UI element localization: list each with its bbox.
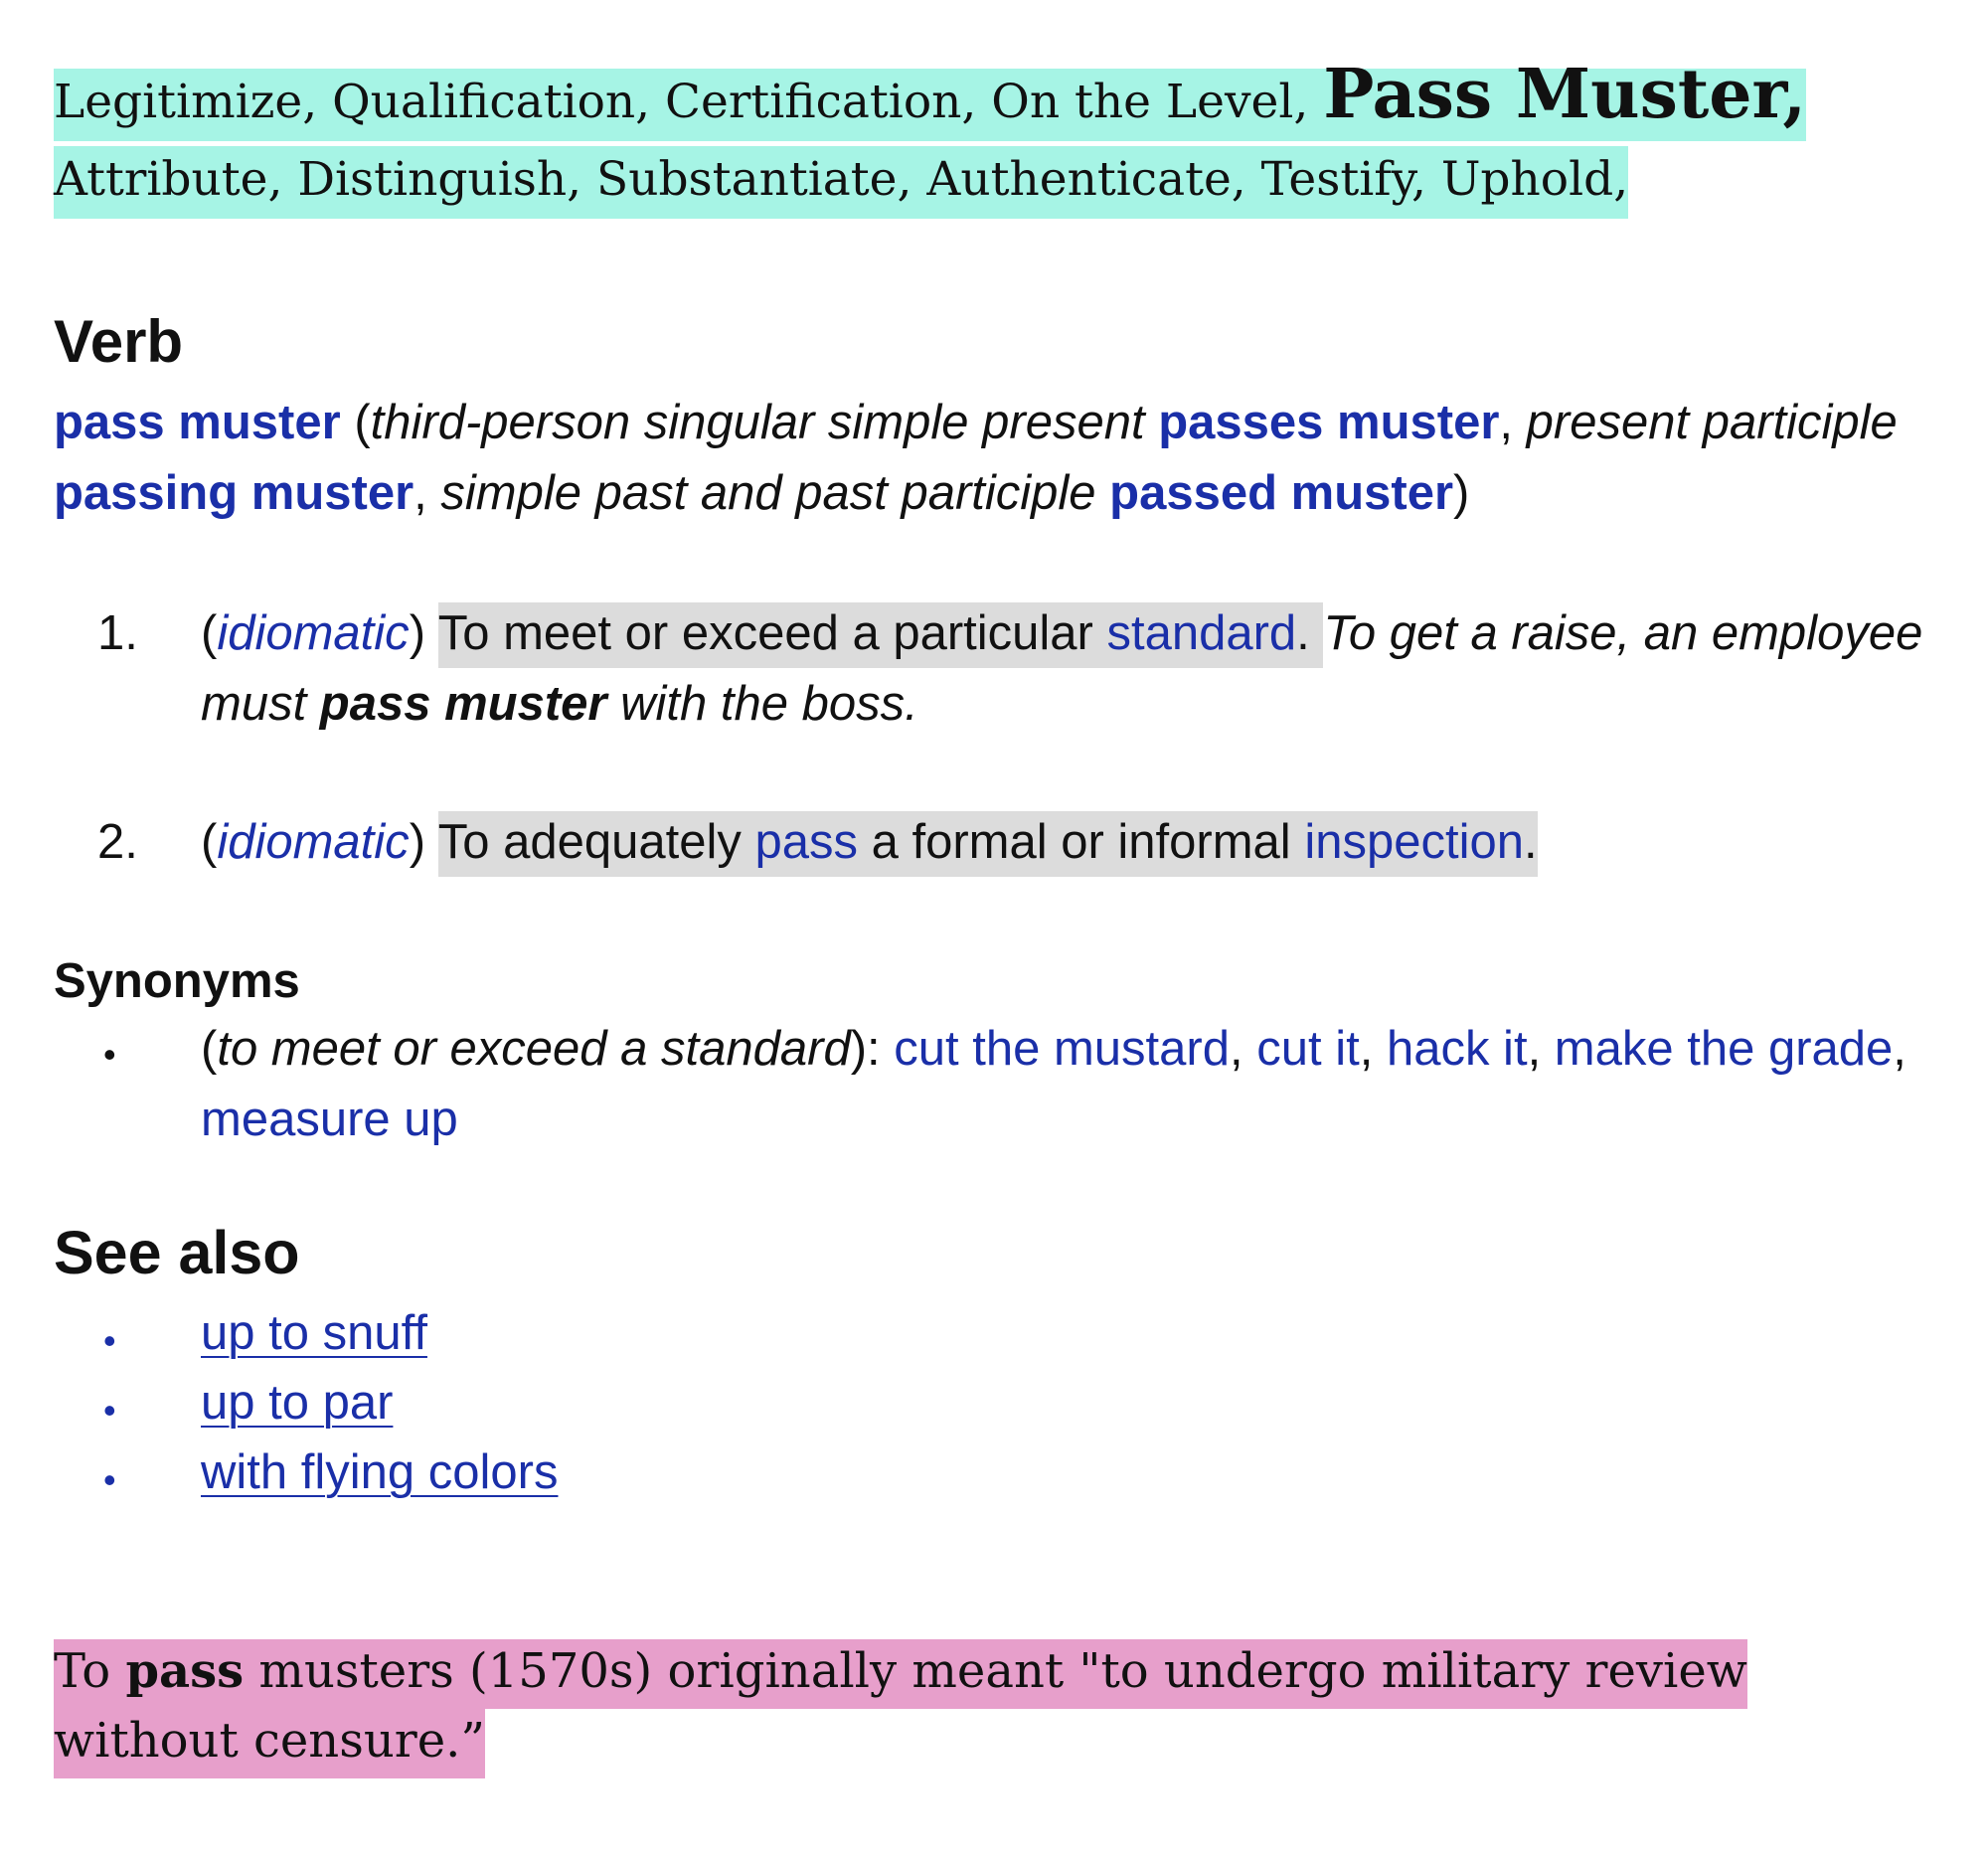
definition-number: 2. xyxy=(97,815,138,869)
headword-link[interactable]: pass muster xyxy=(54,396,341,449)
etymology-lead: To xyxy=(54,1643,126,1699)
separator: , xyxy=(1359,1022,1387,1076)
form-past-link[interactable]: passed muster xyxy=(1109,466,1454,520)
etymology-bold-term: pass xyxy=(125,1643,245,1699)
banner-words-text: Legitimize, Qualification, Certification, On the Level, xyxy=(54,75,1324,129)
definition-gloss xyxy=(438,602,1324,668)
see-also-link-with-flying-colors[interactable]: with flying colors xyxy=(201,1445,559,1499)
see-also-link-up-to-par[interactable]: up to par xyxy=(201,1376,394,1430)
separator: , xyxy=(1229,1022,1257,1076)
label-simple-past: simple past and past participle xyxy=(440,466,1096,520)
etymology-text: musters (1570s) originally meant "to undergo military review without censure.” xyxy=(54,1643,1747,1769)
gloss-text: To meet or exceed a particular xyxy=(437,606,1107,660)
synonym-link[interactable]: cut it xyxy=(1256,1022,1360,1076)
synonyms-heading: Synonyms xyxy=(54,954,300,1008)
paren-open: ( xyxy=(201,1022,218,1076)
label-third-person: third-person singular simple present xyxy=(370,396,1145,449)
gloss-text: To adequately xyxy=(437,815,755,869)
paren-close: ) xyxy=(409,606,438,660)
bullet-icon: • xyxy=(103,1320,116,1361)
paren-open: ( xyxy=(201,815,218,869)
definition-text xyxy=(201,598,1970,740)
separator: , xyxy=(1893,1022,1906,1076)
banner-words-line2: Attribute, Distinguish, Substantiate, Authenticate, Testify, Uphold, xyxy=(54,146,1628,219)
form-third-person-link[interactable]: passes muster xyxy=(1158,396,1500,449)
example-text: To get a raise, an employee must xyxy=(201,606,1923,731)
synonym-link[interactable]: cut the mustard xyxy=(894,1022,1230,1076)
standard-link[interactable]: standard xyxy=(1106,606,1297,660)
gloss-end: . xyxy=(1296,606,1310,660)
definition-number: 1. xyxy=(97,606,138,660)
paren-close: ) xyxy=(1453,466,1470,520)
example-term: pass muster xyxy=(319,677,607,731)
verb-heading: Verb xyxy=(54,308,184,375)
separator: , xyxy=(414,466,441,520)
definition-text xyxy=(201,807,1970,878)
synonyms-list xyxy=(201,1014,1970,1155)
bullet-icon: • xyxy=(103,1390,116,1431)
gloss-text: a formal or informal xyxy=(858,815,1305,869)
gloss-end: . xyxy=(1523,815,1538,869)
see-also-heading: See also xyxy=(54,1219,300,1286)
separator: , xyxy=(1527,1022,1555,1076)
paren-open: ( xyxy=(201,606,218,660)
paren-close: ) xyxy=(409,815,438,869)
example-end: with the boss. xyxy=(606,677,918,731)
synonym-context: to meet or exceed a standard xyxy=(217,1022,851,1076)
inspection-link[interactable]: inspection xyxy=(1304,815,1524,869)
etymology-highlight xyxy=(54,1639,1747,1778)
synonym-link[interactable]: make the grade xyxy=(1554,1022,1894,1076)
verb-inflections xyxy=(54,388,1942,529)
bullet-icon: • xyxy=(103,1459,116,1500)
form-present-participle-link[interactable]: passing muster xyxy=(54,466,414,520)
paren-open: ( xyxy=(340,396,371,449)
banner-featured-term: Pass Muster, xyxy=(1323,55,1807,134)
paren-close: ): xyxy=(850,1022,895,1076)
pass-link[interactable]: pass xyxy=(754,815,858,869)
label-present-participle: present participle xyxy=(1526,396,1898,449)
etymology-note xyxy=(54,1636,1922,1775)
banner-words-line1 xyxy=(54,55,1807,141)
definition-gloss xyxy=(438,811,1538,877)
see-also-link-up-to-snuff[interactable]: up to snuff xyxy=(201,1306,427,1360)
synonym-banner xyxy=(54,56,1962,219)
bullet-icon: • xyxy=(103,1034,116,1075)
tag-idiomatic-link[interactable]: idiomatic xyxy=(217,815,410,869)
synonym-link[interactable]: measure up xyxy=(201,1093,458,1146)
synonym-link[interactable]: hack it xyxy=(1386,1022,1528,1076)
tag-idiomatic-link[interactable]: idiomatic xyxy=(217,606,410,660)
separator: , xyxy=(1499,396,1514,449)
